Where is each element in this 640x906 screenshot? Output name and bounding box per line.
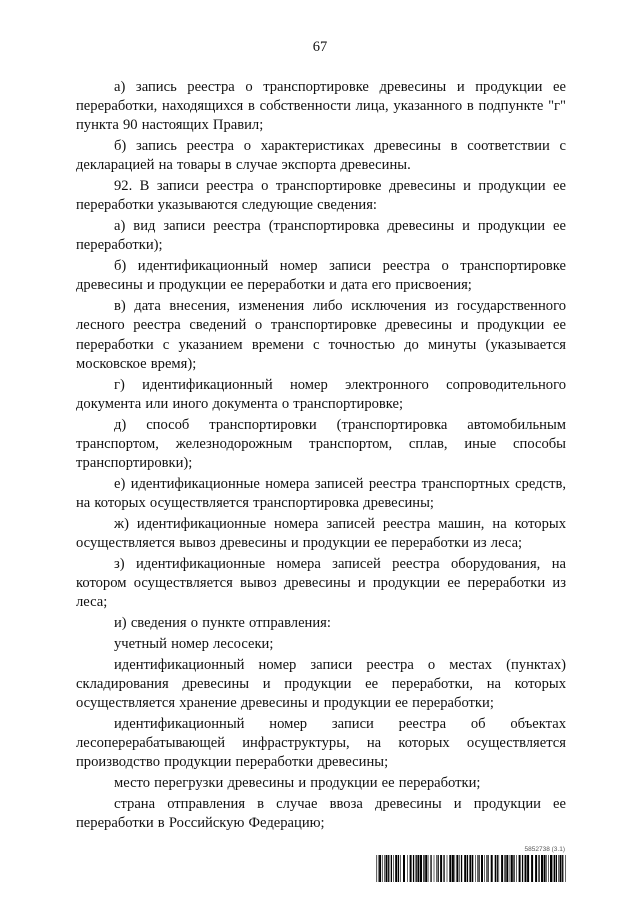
paragraph-dispatch-storage-record: идентификационный номер записи реестра о местах (пунктах) складирования древесины и продукции ее переработки, на которых осуществляется хранение древесины и продукции ее переработки; bbox=[76, 656, 566, 712]
paragraph-92-item-e: е) идентификационные номера записей реестра транспортных средств, на которых осуществляется транспортировка древесины; bbox=[76, 475, 566, 512]
paragraph-dispatch-transshipment: место перегрузки древесины и продукции ее переработки; bbox=[114, 775, 481, 792]
paragraph-dispatch-country: страна отправления в случае ввоза древесины и продукции ее переработки в Российскую Федерацию; bbox=[76, 795, 566, 832]
paragraph-dispatch-processing-record: идентификационный номер записи реестра об объектах лесоперерабатывающей инфраструктуры, на которых осуществляется производство продукции переработки древесины; bbox=[76, 715, 566, 771]
paragraph-dispatch-cutting-area: учетный номер лесосеки; bbox=[114, 635, 274, 652]
document-body bbox=[76, 78, 566, 835]
barcode-image bbox=[376, 855, 566, 882]
page-number: 67 bbox=[312, 39, 328, 55]
paragraph-92-item-v: в) дата внесения, изменения либо исключения из государственного лесного реестра сведений о транспортировке древесины и продукции ее переработки с указанием времени с точностью до минуты (указывается московское время); bbox=[76, 298, 566, 372]
document-code: 5852738 (3.1) bbox=[524, 846, 565, 853]
paragraph-92-item-g: г) идентификационный номер электронного сопроводительного документа или иного документа о транспортировке; bbox=[76, 376, 566, 412]
paragraph-92-item-d: д) способ транспортировки (транспортировка автомобильным транспортом, железнодорожным транспортом, сплав, иные способы транспортировки); bbox=[76, 416, 566, 472]
paragraph-list-item-a: а) запись реестра о транспортировке древесины и продукции ее переработки, находящихся в собственности лица, указанного в подпункте "г" пункта 90 настоящих Правил; bbox=[76, 79, 566, 134]
paragraph-92-item-b: б) идентификационный номер записи реестра о транспортировке древесины и продукции ее переработки и дата его присвоения; bbox=[76, 258, 566, 294]
paragraph-92-item-z: з) идентификационные номера записей реестра оборудования, на котором осуществляется вывоз древесины и продукции ее переработки из леса; bbox=[76, 555, 566, 611]
paragraph-92-item-a: а) вид записи реестра (транспортировка древесины и продукции ее переработки); bbox=[76, 218, 566, 254]
paragraph-list-item-b: б) запись реестра о характеристиках древесины в соответствии с декларацией на товары в случае экспорта древесины. bbox=[76, 138, 566, 174]
paragraph-clause-92: 92. В записи реестра о транспортировке древесины и продукции ее переработки указываются следующие сведения: bbox=[76, 178, 566, 214]
paragraph-92-item-zh: ж) идентификационные номера записей реестра машин, на которых осуществляется вывоз древесины и продукции ее переработки из леса; bbox=[76, 515, 566, 552]
paragraph-92-item-i: и) сведения о пункте отправления: bbox=[114, 615, 331, 632]
